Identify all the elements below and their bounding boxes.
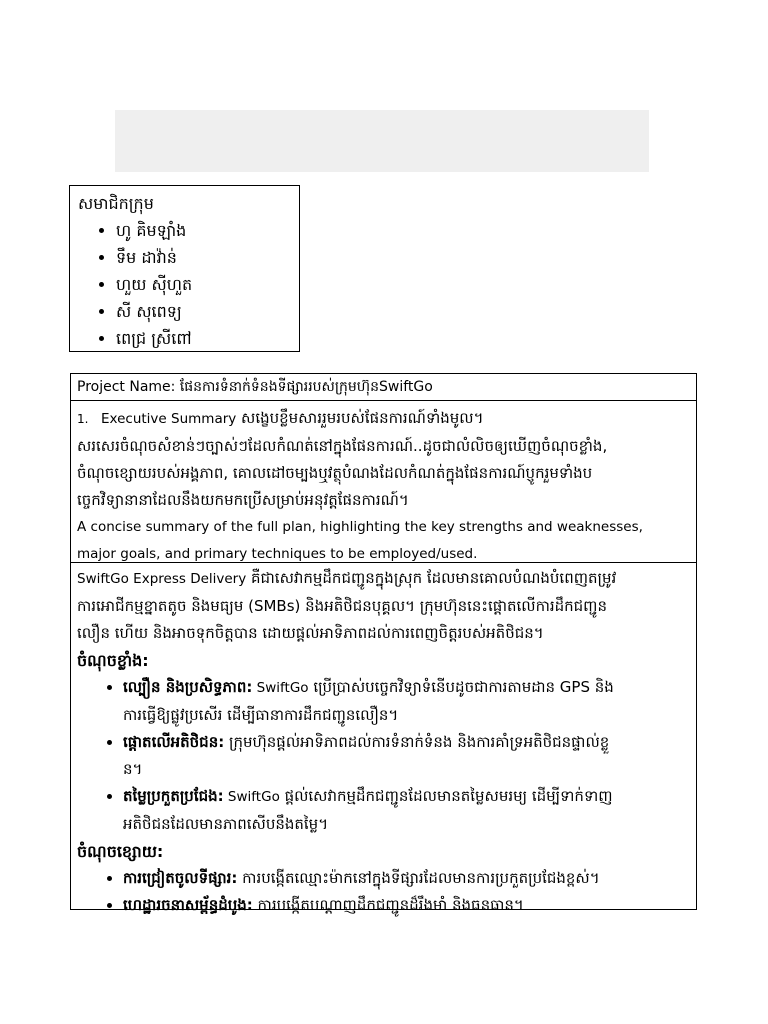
project-name-row (71, 374, 696, 400)
weakness-label: ហេដ្ឋារចនាសម្ព័ន្ធដំបូង: (123, 896, 253, 914)
team-member: • ពេជ្រ ស្រីពៅ (116, 325, 291, 352)
weaknesses-list (77, 865, 690, 919)
executive-summary-row (71, 400, 696, 562)
executive-description-km: ចំណុចខ្សោយរបស់អង្គភាព, គោលដៅចម្បងឬវត្ថុបំណងដែលកំណត់ក្នុងផែនការណ៍ប្ញូករួមទាំងប (77, 464, 593, 482)
company-overview-row (71, 562, 696, 914)
intro-line: លឿន ហើយ និងអាចទុកចិត្តបាន ដោយផ្តល់អាទិភាពដល់ការពេញចិត្តរបស់អតិថិជន។ (77, 624, 544, 642)
intro-text: គឺជាសេវាកម្មដឹកជញ្ជូនក្នុងស្រុក ដែលមានគោលបំណងបំពេញតម្រូវ (246, 569, 617, 587)
strength-text: ផ្តល់សេវាកម្មដឹកជញ្ជូនដែលមានតម្លៃសមរម្យ ដើម្បីទាក់ទាញ (279, 787, 613, 805)
strength-text-latin: SwiftGo (223, 789, 280, 805)
executive-description-en: A concise summary of the full plan, highlighting the key strengths and weaknesses, (77, 519, 643, 535)
section-number: 1. (77, 412, 89, 426)
strength-text-latin: SwiftGo (252, 680, 309, 696)
strengths-heading: ចំណុចខ្លាំង: (77, 651, 149, 670)
team-heading: សមាជិកក្រុម (78, 194, 154, 213)
strength-text-cont: អតិថិជនដែលមានភាពសើបនឹងតម្លៃ។ (123, 815, 329, 833)
weakness-text: ការបង្កើតបណ្តាញដឹកជញ្ជូនដ៏រឹងមាំ និងធនធាន។ (252, 896, 524, 914)
executive-summary-title-line (77, 405, 690, 433)
team-member: • សី សុពេទ្យ (116, 298, 291, 325)
strength-text: ក្រុមហ៊ុនផ្តល់អាទិភាពដល់ការទំនាក់ទំនង និងការគាំទ្រអតិថិជនផ្ទាល់ខ្លួ (224, 733, 610, 751)
project-name-value: ផែនការទំនាក់ទំនងទីផ្សាររបស់ក្រុមហ៊ុនSwiftGo (179, 379, 433, 395)
team-member: • ហូ គិមឡាំង (116, 217, 291, 244)
team-members-box (69, 185, 300, 352)
team-member-list (78, 217, 291, 352)
strengths-list (77, 674, 690, 838)
project-name-label: Project Name: (77, 379, 176, 395)
team-member: • ទឹម ដាវ៉ាន់ (116, 244, 291, 271)
executive-description-km: ច្ចេកវិទ្យានានាដែលនឹងយកមកប្រើសម្រាប់អនុវត្តផែនការណ៍។ (77, 491, 409, 509)
weakness-label: ការជ្រៀតចូលទីផ្សារ: (123, 869, 238, 887)
weakness-item (123, 892, 690, 919)
strength-text: ប្រើប្រាស់បច្ចេកវិទ្យាទំនើបដូចជាការតាមដាន GPS និង (308, 678, 614, 696)
strength-text-cont: ការធ្វើឱ្យផ្លូវប្រសើរ ដើម្បីធានាការដឹកជញ្ជូនលឿន។ (123, 706, 399, 724)
strength-item (123, 783, 690, 838)
team-member: • ហួយ ស៊ីហួត (116, 271, 291, 298)
weakness-item (123, 865, 690, 892)
executive-summary-title: Executive Summary (101, 411, 237, 427)
executive-summary-title-km: សង្ខេបខ្លឹមសាររួមរបស់ផែនការណ៍ទាំងមូល។ (241, 409, 484, 427)
strength-text-cont: ន។ (123, 760, 143, 778)
executive-description-en: major goals, and primary techniques to be employed/used. (77, 546, 478, 562)
strength-item (123, 674, 690, 729)
header-placeholder-band (115, 110, 649, 172)
strength-item (123, 729, 690, 783)
weaknesses-heading: ចំណុចខ្សោយ: (77, 842, 164, 861)
intro-line (77, 565, 690, 593)
company-name: SwiftGo Express Delivery (77, 571, 247, 587)
strength-label: ល្បឿន និងប្រសិទ្ធភាព: (123, 678, 253, 696)
strength-label: ផ្តោតលើអតិថិជន: (123, 733, 225, 751)
executive-description-km: សរសេរចំណុចសំខាន់ៗច្បាស់ៗដែលកំណត់នៅក្នុងផែនការណ៍..ដូចជាលំលិចឲ្យឃើញចំណុចខ្លាំង, (77, 437, 608, 455)
intro-line: ការអោជីកម្មខ្នាតតូច និងមធ្យម (SMBs) និងអតិថិជនបុគ្គល។ ក្រុមហ៊ុននេះផ្តោតលើការដឹកជញ្ជូន (77, 597, 607, 615)
project-table (70, 373, 697, 914)
strength-label: តម្លៃប្រកួតប្រជែង: (123, 787, 224, 805)
weakness-text: ការបង្កើតឈ្មោះម៉ាកនៅក្នុងទីផ្សារដែលមានការប្រកួតប្រជែងខ្ពស់។ (237, 869, 600, 887)
